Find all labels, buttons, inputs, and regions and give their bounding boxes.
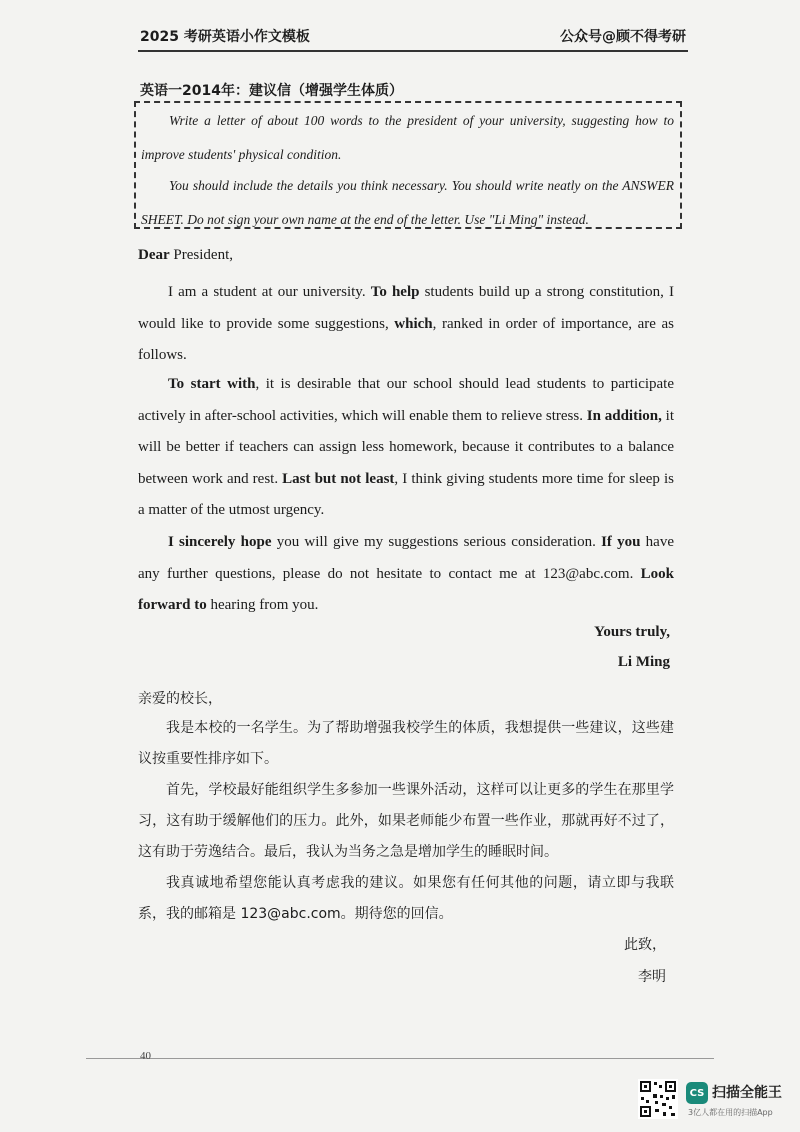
- scanner-tagline: 3亿人都在用的扫描App: [688, 1108, 773, 1117]
- qr-code-icon: [638, 1079, 678, 1119]
- letter-paragraph-1: I am a student at our university. To help students build up a strong constitution, I would like to provide some suggestions, which, ranked in order of importance, are as follows.: [138, 284, 675, 363]
- prompt-paragraph-1: Write a letter of about 100 words to the president of your university, suggesting how to improve students' physical condition.: [141, 113, 674, 162]
- translation-closing: 此致，: [624, 937, 666, 953]
- translation-paragraph-2: 首先，学校最好能组织学生多参加一些课外活动，这样可以让更多的学生在那里学习，这有助于缓解他们的压力。此外，如果老师能少布置一些作业，那就再好不过了，这有助于劳逸结合。最后，我认为当务之急是增加学生的睡眠时间。: [138, 782, 674, 860]
- letter-greeting: Dear President,: [138, 247, 233, 263]
- translation-signature: 李明: [638, 969, 666, 985]
- translation-greeting: 亲爱的校长，: [138, 691, 222, 707]
- prompt-paragraph-2: You should include the details you think necessary. You should write neatly on the ANSWER SHEET. Do not sign your own name at the end of the letter. Use "Li Ming" instead.: [141, 178, 674, 227]
- page-number: 40: [140, 1050, 151, 1062]
- footer-divider: [86, 1058, 714, 1059]
- task-title: 英语一2014年：建议信（增强学生体质）: [140, 83, 403, 99]
- letter-paragraph-3: I sincerely hope you will give my suggestions serious consideration. If you have any further questions, please do not hesitate to contact me at 123@abc.com. Look forward to hearing from you.: [138, 534, 674, 613]
- scanner-app-name: 扫描全能王: [712, 1085, 782, 1101]
- header-book-title: 2025 考研英语小作文模板: [140, 29, 310, 45]
- translation-paragraph-3: 我真诚地希望您能认真考虑我的建议。如果您有任何其他的问题，请立即与我联系，我的邮箱是 123@abc.com。期待您的回信。: [138, 875, 674, 922]
- letter-signature: Li Ming: [617, 654, 670, 670]
- scanner-logo-icon: CS: [686, 1082, 708, 1104]
- header-account: 公众号@顾不得考研: [560, 29, 686, 45]
- letter-closing: Yours truly,: [594, 624, 670, 640]
- letter-paragraph-2: To start with, it is desirable that our school should lead students to participate actively in after-school activities, which will enable them to relieve stress. In addition, it will be better if teachers can assign less homework, because it contributes to a balance between work and rest. Last but not least, I think giving students more time for sleep is a matter of the utmost urgency.: [138, 376, 675, 518]
- prompt-box: [134, 101, 682, 229]
- translation-paragraph-1: 我是本校的一名学生。为了帮助增强我校学生的体质，我想提供一些建议，这些建议按重要性排序如下。: [138, 720, 674, 767]
- page-header: [138, 24, 688, 52]
